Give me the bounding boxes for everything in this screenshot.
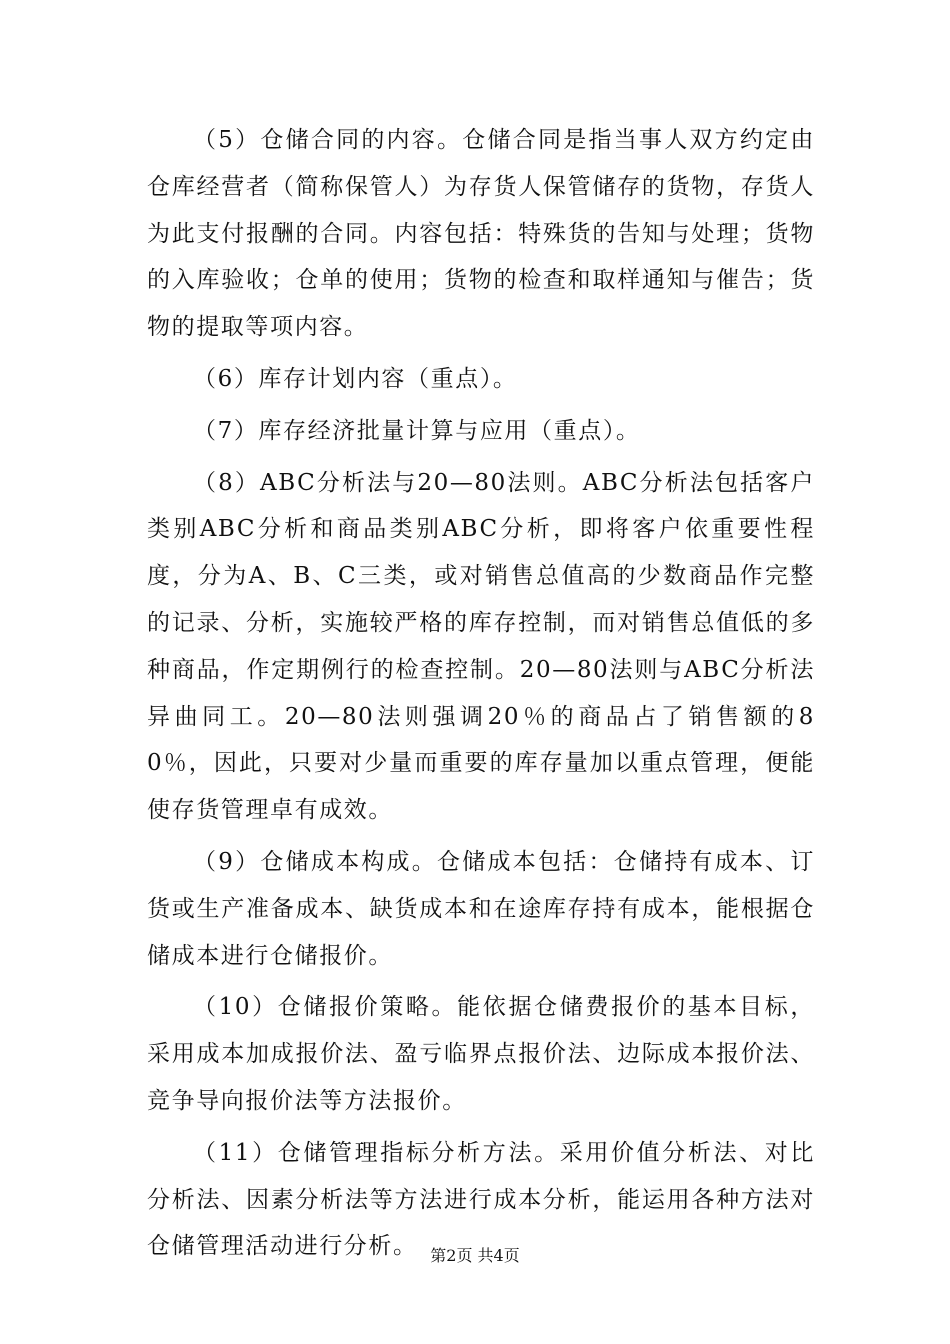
paragraph-8-abc-analysis: （8）ABC分析法与20—80法则。ABC分析法包括客户类别ABC分析和商品类别ABC分析，即将客户依重要性程度，分为A、B、C三类，或对销售总值高的少数商品作完整的记录、分析，实施较严格的库存控制，而对销售总值低的多种商品，作定期例行的检查控制。20—80法则与ABC分析法异曲同工。20—80法则强调20％的商品占了销售额的80％，因此，只要对少量而重要的库存量加以重点管理，便能使存货管理卓有成效。: [147, 469, 815, 824]
page-footer: 第2页 共4页: [430, 1246, 520, 1265]
paragraph-6-inventory-plan: （6）库存计划内容（重点）。: [193, 365, 518, 392]
paragraph-5-warehouse-contract: （5）仓储合同的内容。仓储合同是指当事人双方约定由仓库经营者（简称保管人）为存货人保管储存的货物，存货人为此支付报酬的合同。内容包括：特殊货的告知与处理；货物的入库验收；仓单的使用；货物的检查和取样通知与催告；货物的提取等项内容。: [147, 127, 815, 341]
document-body: [147, 117, 815, 1270]
paragraph-11-indicator-analysis: （11）仓储管理指标分析方法。采用价值分析法、对比分析法、因素分析法等方法进行成本分析，能运用各种方法对仓储管理活动进行分析。: [147, 1139, 815, 1260]
paragraph-7-economic-batch: （7）库存经济批量计算与应用（重点）。: [193, 417, 641, 444]
paragraph-9-storage-cost: （9）仓储成本构成。仓储成本包括：仓储持有成本、订货或生产准备成本、缺货成本和在途库存持有成本，能根据仓储成本进行仓储报价。: [147, 848, 815, 969]
paragraph-10-pricing-strategy: （10）仓储报价策略。能依据仓储费报价的基本目标，采用成本加成报价法、盈亏临界点报价法、边际成本报价法、竞争导向报价法等方法报价。: [147, 994, 815, 1114]
